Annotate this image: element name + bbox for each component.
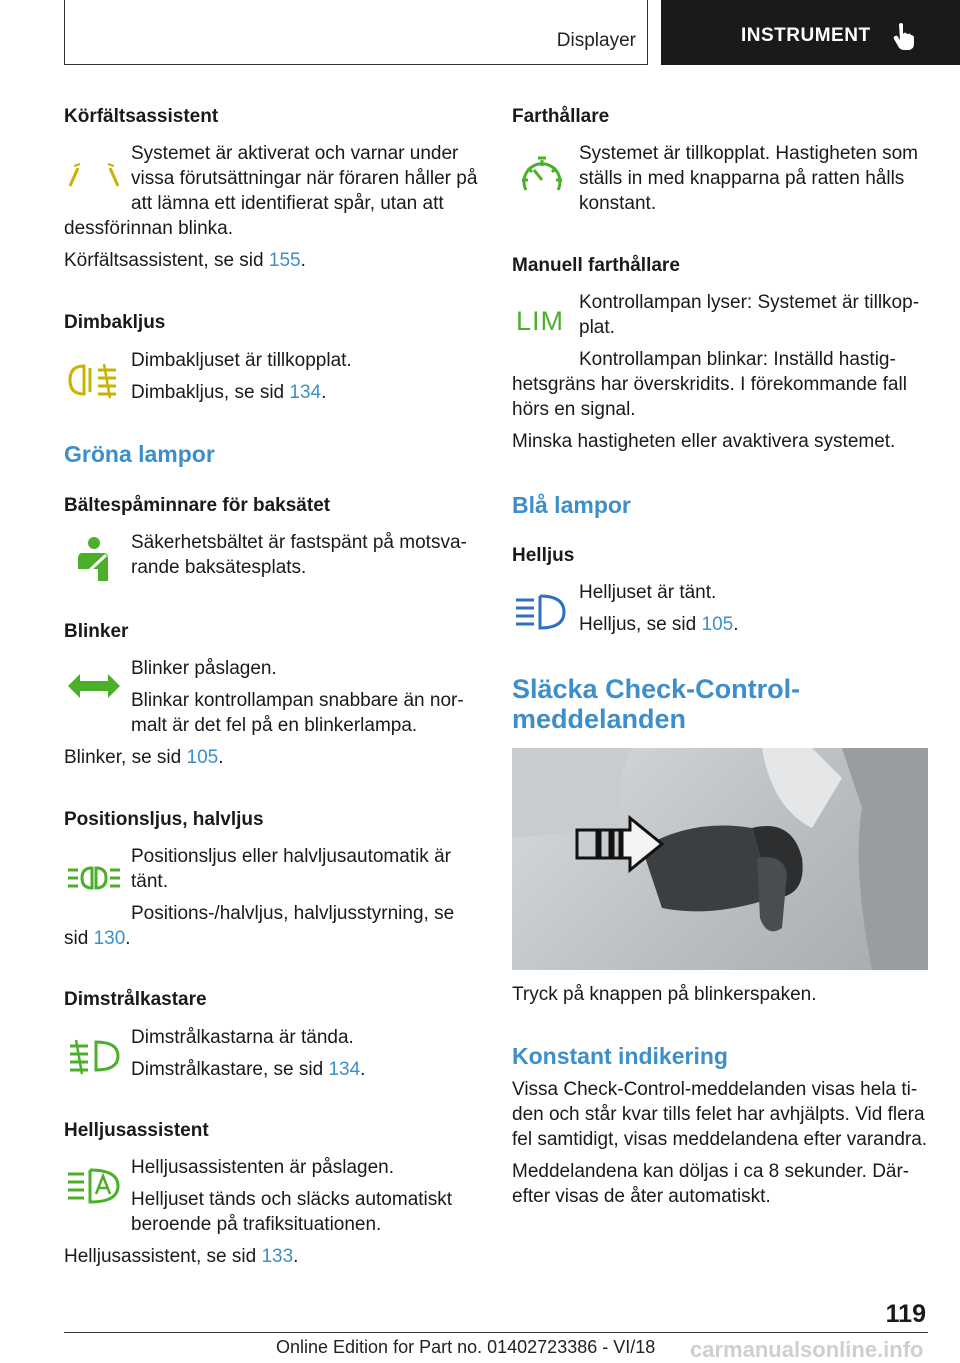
high-beam-assist-ref-link[interactable]: 133 bbox=[261, 1246, 294, 1267]
constant-indication-heading: Konstant indikering bbox=[512, 1043, 728, 1069]
high-beam-ref: Helljus, se sid 105. bbox=[579, 614, 739, 635]
lane-text-2: vissa förutsättningar när föraren håller på bbox=[131, 168, 478, 189]
rear-fog-ref-text: Dimbakljus, se sid bbox=[131, 382, 290, 403]
check-control-heading-1: Släcka Check-Control- bbox=[512, 674, 801, 704]
cruise-text-2: ställs in med knapparna på ratten hålls bbox=[579, 168, 905, 189]
turn-signal-text-1: Blinker påslagen. bbox=[131, 658, 277, 679]
check-control-text: Tryck på knappen på blinkerspaken. bbox=[512, 984, 817, 1005]
front-fog-ref-link[interactable]: 134 bbox=[328, 1059, 361, 1080]
constant-text-5: efter visas de åter automatiskt. bbox=[512, 1186, 771, 1207]
position-light-text-3: Positions-/halvljus, halvljusstyrning, se bbox=[131, 903, 455, 924]
manual-text-2: plat. bbox=[579, 317, 615, 338]
lane-assist-title: Körfältsassistent bbox=[64, 106, 219, 127]
lim-icon: LIM bbox=[516, 306, 565, 336]
high-beam-icon bbox=[514, 592, 566, 632]
position-light-text-2: tänt. bbox=[131, 871, 168, 892]
front-fog-icon bbox=[66, 1036, 122, 1076]
high-beam-assist-text-2: Helljuset tänds och släcks automatiskt bbox=[131, 1189, 453, 1210]
cruise-text-3: konstant. bbox=[579, 193, 657, 214]
turn-signal-text-2: Blinkar kontrollampan snabbare än nor- bbox=[131, 690, 464, 711]
constant-text-3: fel samtidigt, visas meddelandena efter varandra. bbox=[512, 1129, 928, 1150]
position-light-title: Positionsljus, halvljus bbox=[64, 809, 264, 830]
high-beam-title: Helljus bbox=[512, 545, 575, 566]
constant-text-4: Meddelandena kan döljas i ca 8 sekunder. Där- bbox=[512, 1161, 910, 1182]
turn-signal-lever-photo bbox=[512, 748, 928, 970]
front-fog-text: Dimstrålkastarna är tända. bbox=[131, 1027, 354, 1048]
turn-signal-title: Blinker bbox=[64, 621, 129, 642]
front-fog-ref: Dimstrålkastare, se sid 134. bbox=[131, 1059, 366, 1080]
header-section: Displayer bbox=[556, 30, 636, 51]
front-fog-ref-text: Dimstrålkastare, se sid bbox=[131, 1059, 329, 1080]
cruise-title: Farthållare bbox=[512, 106, 610, 127]
high-beam-text: Helljuset är tänt. bbox=[579, 582, 717, 603]
high-beam-assist-ref: Helljusassistent, se sid 133. bbox=[64, 1246, 299, 1267]
lane-departure-icon bbox=[66, 160, 122, 188]
rear-fog-text: Dimbakljuset är tillkopplat. bbox=[131, 350, 352, 371]
chapter-label: INSTRUMENT bbox=[741, 24, 871, 46]
lane-text-1: Systemet är aktiverat och varnar under bbox=[131, 143, 459, 164]
manual-text-3: Kontrollampan blinkar: Inställd hastig- bbox=[579, 349, 896, 370]
turn-signal-text-3: malt är det fel på en blinkerlampa. bbox=[131, 715, 418, 736]
turn-signal-ref-link[interactable]: 105 bbox=[186, 747, 219, 768]
high-beam-ref-link[interactable]: 105 bbox=[701, 614, 734, 635]
turn-signal-icon bbox=[68, 672, 120, 700]
hand-pointer-icon bbox=[893, 22, 915, 50]
position-light-text-1: Positionsljus eller halvljusautomatik är bbox=[131, 846, 451, 867]
check-control-heading-2: meddelanden bbox=[512, 704, 687, 734]
blue-lamps-heading: Blå lampor bbox=[512, 492, 631, 518]
seatbelt-text-1: Säkerhetsbältet är fastspänt på motsva- bbox=[131, 532, 467, 553]
lane-text-3: att lämna ett identifierat spår, utan att bbox=[131, 193, 444, 214]
header-rule bbox=[64, 64, 648, 65]
seatbelt-title: Bältespåminnare för baksätet bbox=[64, 495, 331, 516]
manual-cruise-title: Manuell farthållare bbox=[512, 255, 680, 276]
cruise-text-1: Systemet är tillkopplat. Hastigheten som bbox=[579, 143, 918, 164]
lane-ref-text: Körfältsassistent, se sid bbox=[64, 250, 269, 271]
position-light-ref: sid 130. bbox=[64, 928, 131, 949]
constant-text-2: den och står kvar tills felet har avhjälpts. Vid flera bbox=[512, 1104, 925, 1125]
rear-fog-title: Dimbakljus bbox=[64, 312, 166, 333]
high-beam-assist-title: Helljusassistent bbox=[64, 1120, 209, 1141]
rear-fog-icon bbox=[66, 360, 122, 400]
manual-text-4: hetsgräns har överskridits. I förekommande fall bbox=[512, 374, 907, 395]
rear-fog-ref: Dimbakljus, se sid 134. bbox=[131, 382, 327, 403]
lane-ref: Körfältsassistent, se sid 155. bbox=[64, 250, 306, 271]
manual-text-5: hörs en signal. bbox=[512, 399, 636, 420]
position-light-ref-link[interactable]: 130 bbox=[93, 928, 126, 949]
high-beam-assist-ref-text: Helljusassistent, se sid bbox=[64, 1246, 262, 1267]
constant-text-1: Vissa Check-Control-meddelanden visas hela ti- bbox=[512, 1079, 918, 1100]
cruise-control-icon bbox=[518, 156, 566, 196]
lever-illustration bbox=[512, 748, 928, 970]
seatbelt-text-2: rande baksätesplats. bbox=[131, 557, 307, 578]
front-fog-title: Dimstrålkastare bbox=[64, 989, 207, 1010]
rear-fog-ref-link[interactable]: 134 bbox=[289, 382, 322, 403]
page-number: 119 bbox=[885, 1300, 926, 1328]
seatbelt-icon bbox=[72, 535, 112, 585]
manual-text-1: Kontrollampan lyser: Systemet är tillkop- bbox=[579, 292, 920, 313]
footer-rule bbox=[64, 1332, 928, 1333]
green-lamps-heading: Gröna lampor bbox=[64, 441, 215, 467]
lane-ref-link[interactable]: 155 bbox=[268, 250, 301, 271]
position-light-icon bbox=[66, 864, 122, 892]
edition-text: Online Edition for Part no. 01402723386 - VI/18 bbox=[276, 1337, 656, 1357]
high-beam-assist-icon bbox=[66, 1166, 122, 1206]
lane-text-4: dessförinnan blinka. bbox=[64, 218, 233, 239]
high-beam-ref-text: Helljus, se sid bbox=[579, 614, 702, 635]
manual-text-6: Minska hastigheten eller avaktivera systemet. bbox=[512, 431, 896, 452]
turn-signal-ref: Blinker, se sid 105. bbox=[64, 747, 224, 768]
turn-signal-ref-text: Blinker, se sid bbox=[64, 747, 187, 768]
high-beam-assist-text-3: beroende på trafiksituationen. bbox=[131, 1214, 382, 1235]
position-light-ref-text: sid bbox=[64, 928, 94, 949]
chapter-tab[interactable] bbox=[661, 0, 960, 65]
high-beam-assist-text-1: Helljusassistenten är påslagen. bbox=[131, 1157, 394, 1178]
watermark: carmanualsonline.info bbox=[690, 1337, 924, 1362]
